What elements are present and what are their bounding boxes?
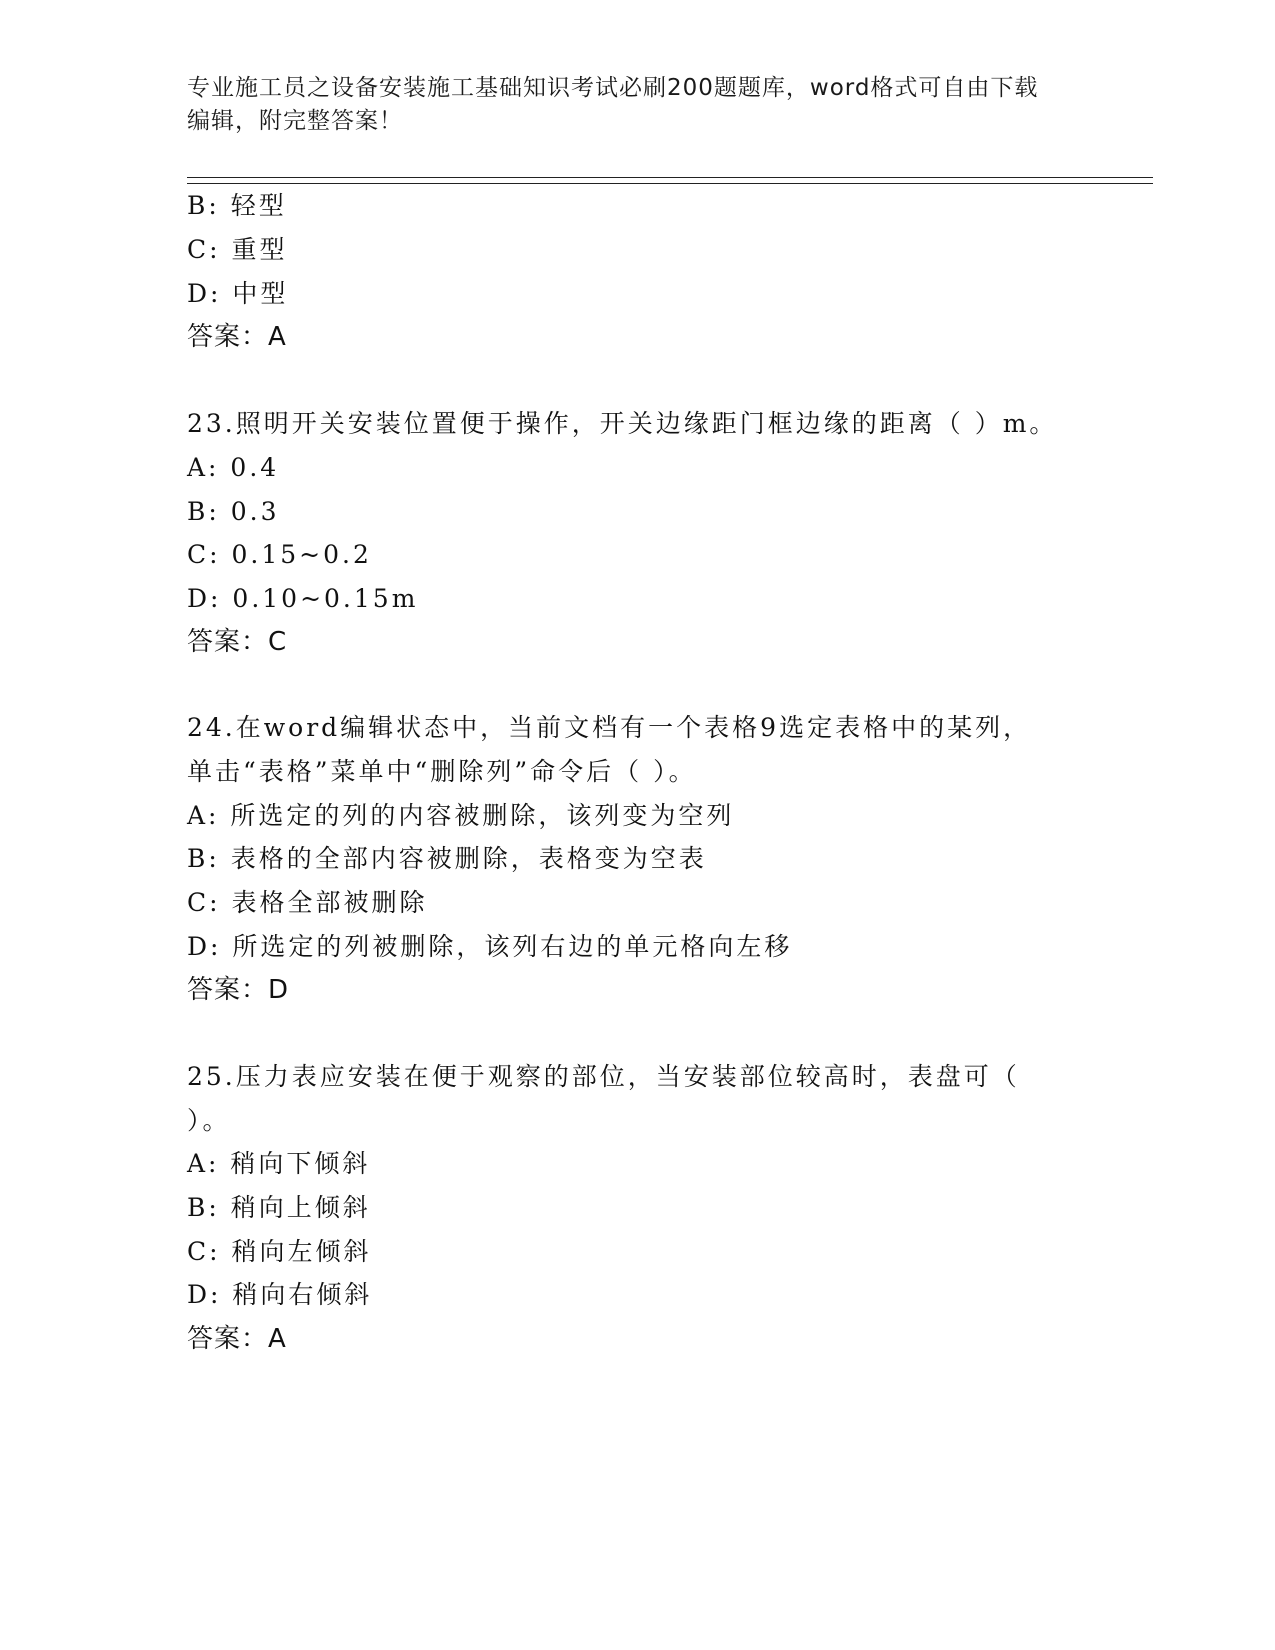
q24-option-a: A: 所选定的列的内容被删除，该列变为空列 <box>187 801 735 830</box>
q22-answer: 答案：A <box>187 322 287 352</box>
q23-option-b: B: 0.3 <box>187 497 280 526</box>
q25-stem-line-1: 25.压力表应安装在便于观察的部位，当安装部位较高时，表盘可（ <box>187 1062 1020 1091</box>
q23-option-c: C: 0.15~0.2 <box>187 540 372 569</box>
document-header <box>187 72 1087 138</box>
q22-option-c: C: 重型 <box>187 235 288 264</box>
q25-answer: 答案：A <box>187 1324 287 1354</box>
q24-option-b: B: 表格的全部内容被删除，表格变为空表 <box>187 844 707 873</box>
q23-option-d: D: 0.10~0.15m <box>187 584 419 613</box>
q25-stem-line-2: ）。 <box>187 1106 231 1135</box>
q25-option-d: D: 稍向右倾斜 <box>187 1280 373 1309</box>
q22-option-b: B: 轻型 <box>187 191 287 220</box>
q24-option-d: D: 所选定的列被删除，该列右边的单元格向左移 <box>187 932 793 961</box>
q22-option-d: D: 中型 <box>187 279 289 308</box>
header-title-line-2: 编辑，附完整答案！ <box>187 108 403 134</box>
q24-option-c: C: 表格全部被删除 <box>187 888 428 917</box>
q23-option-a: A: 0.4 <box>187 453 280 482</box>
q25-option-b: B: 稍向上倾斜 <box>187 1193 371 1222</box>
q25-option-c: C: 稍向左倾斜 <box>187 1237 372 1266</box>
q24-stem-line-1: 24.在word编辑状态中，当前文档有一个表格9选定表格中的某列， <box>187 713 1032 742</box>
q24-answer: 答案：D <box>187 975 290 1005</box>
q23-stem: 23.照明开关安装位置便于操作，开关边缘距门框边缘的距离（ ）m。 <box>187 409 1058 438</box>
q23-answer: 答案：C <box>187 627 288 657</box>
q24-stem-line-2: 单击“表格”菜单中“删除列”命令后（ ）。 <box>187 757 697 786</box>
q25-option-a: A: 稍向下倾斜 <box>187 1149 371 1178</box>
header-divider-bottom <box>187 183 1153 184</box>
header-divider-top <box>187 177 1153 178</box>
header-title-line-1: 专业施工员之设备安装施工基础知识考试必刷200题题库，word格式可自由下载 <box>187 75 1039 101</box>
